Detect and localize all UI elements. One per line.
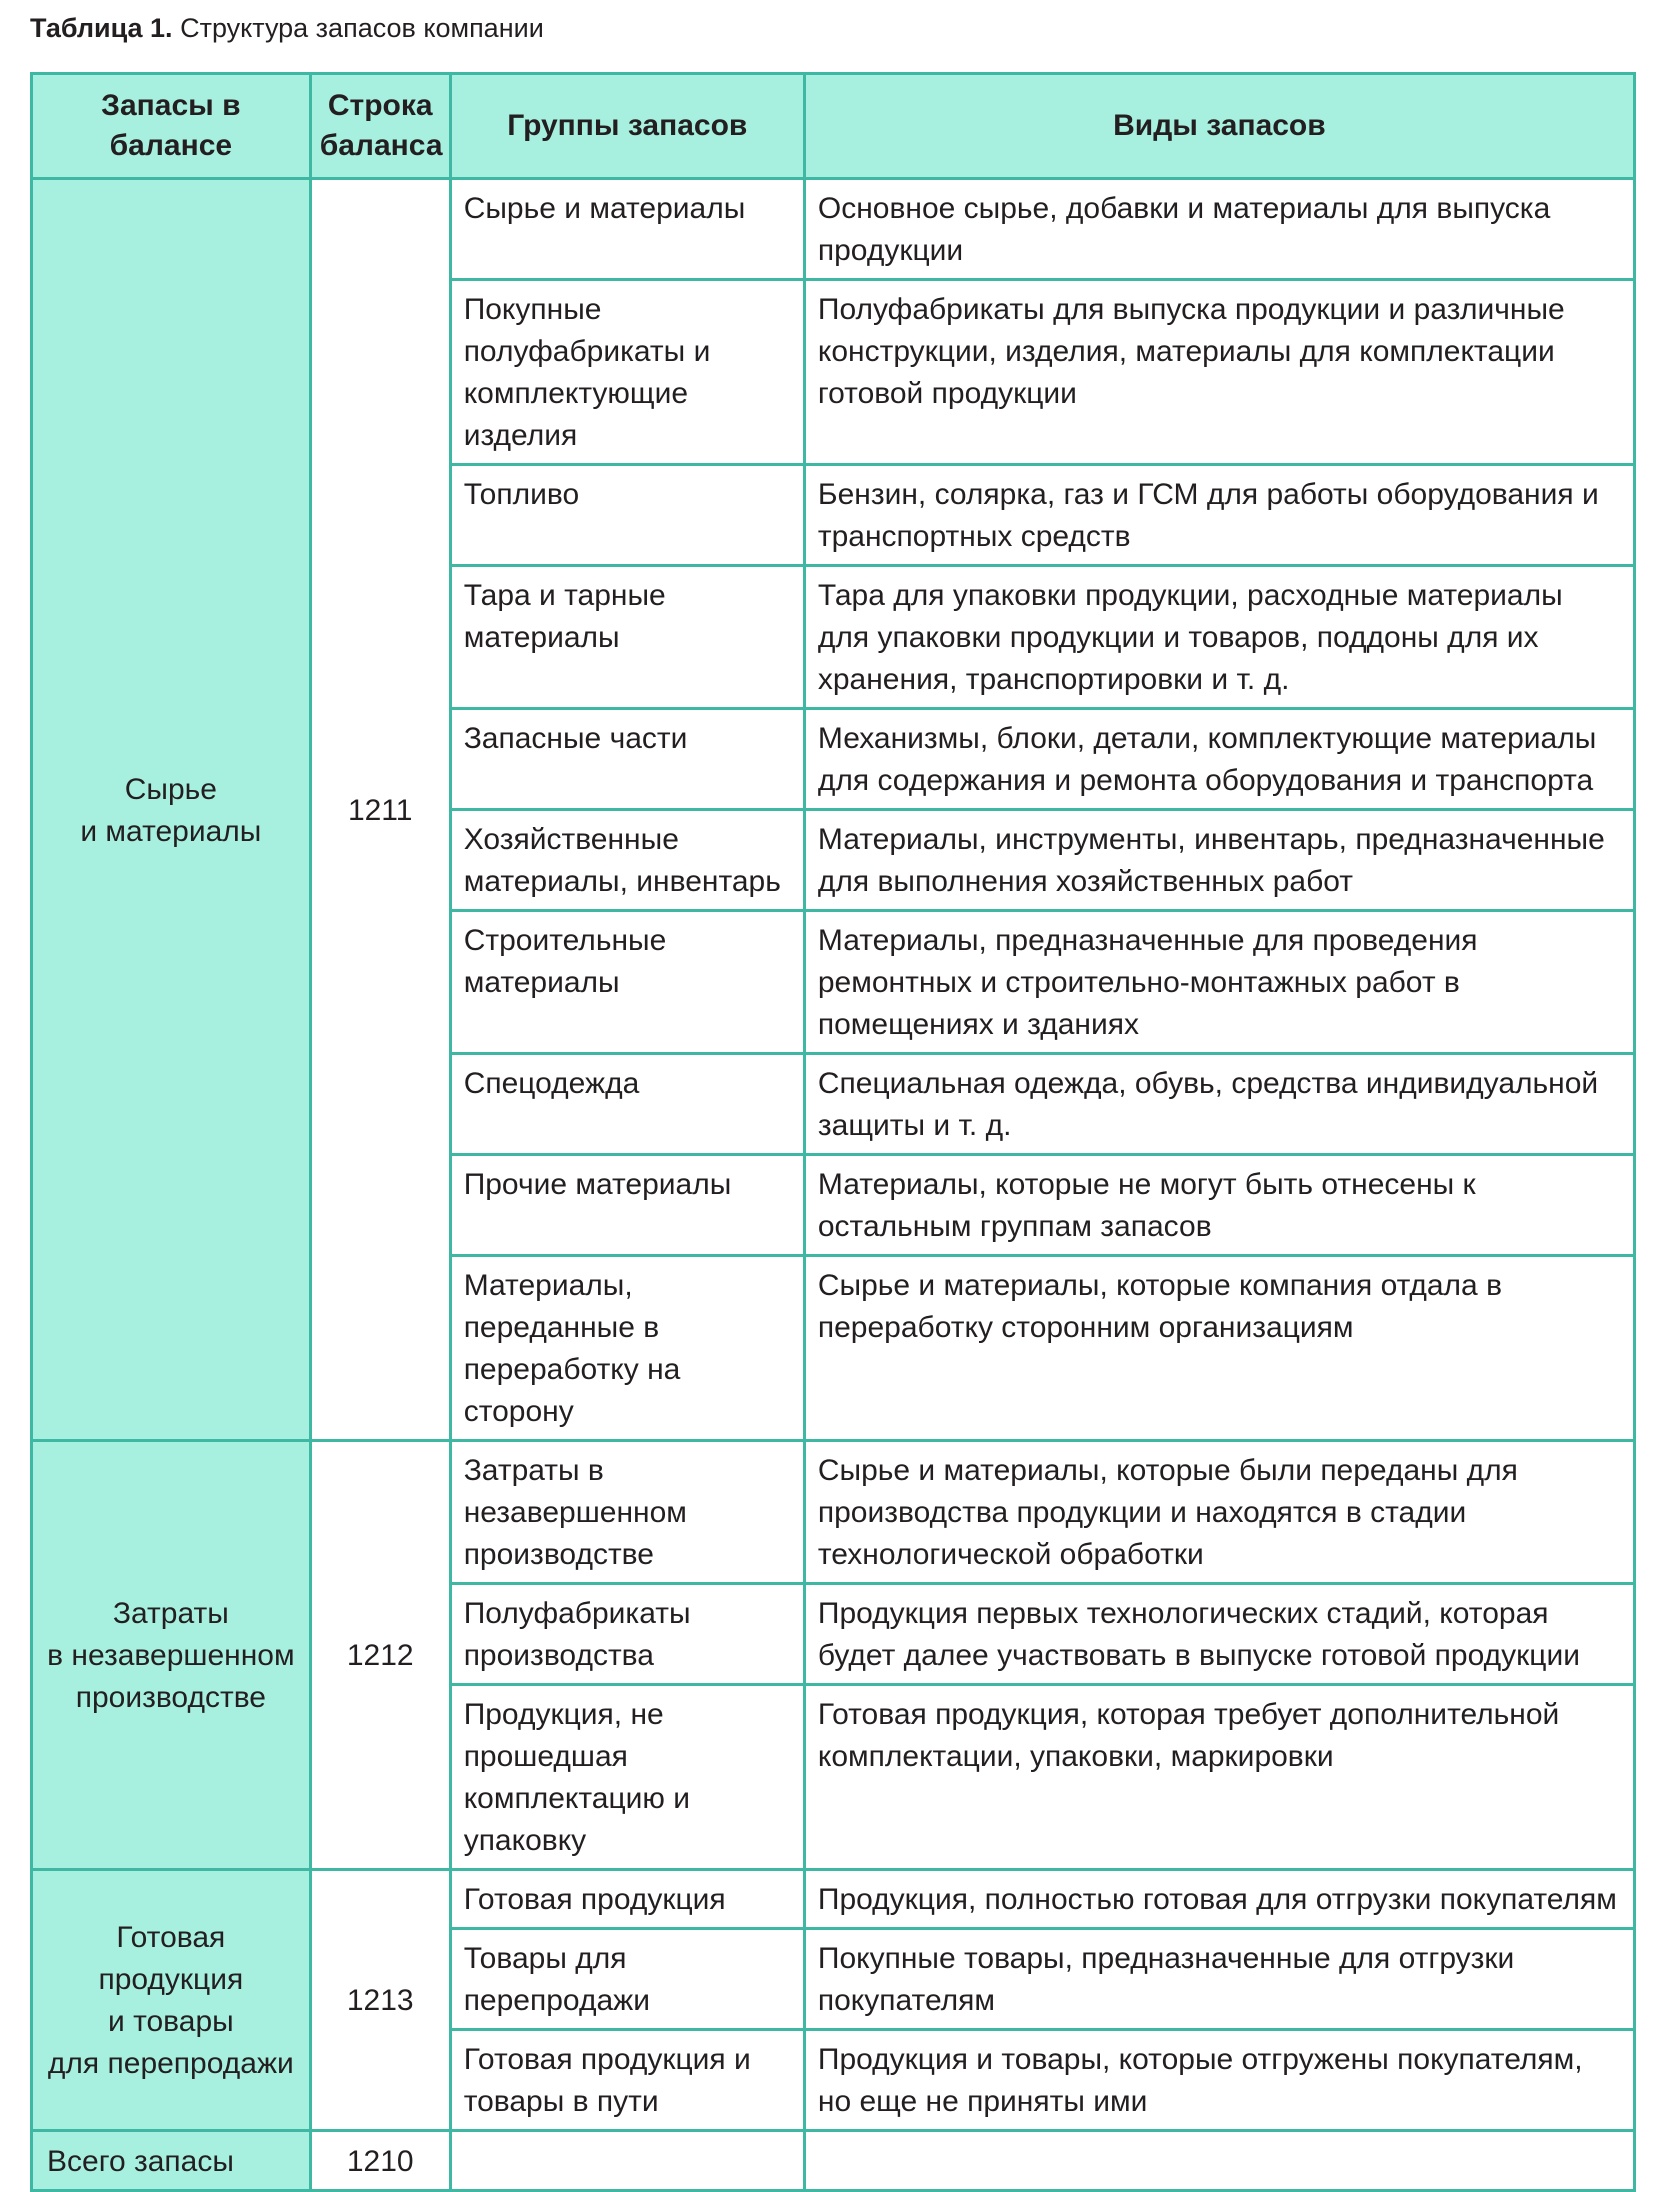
group-cell: Товары для перепродажи [450, 1929, 804, 2030]
balance-code-cell: 1213 [310, 1870, 450, 2131]
group-cell: Покупные полуфабрикаты и комплектующие изделия [450, 280, 804, 465]
group-cell: Хозяйственные материалы, инвентарь [450, 810, 804, 911]
kind-cell: Механизмы, блоки, детали, комплектующие материалы для содержания и ремонта оборудования и транспорта [804, 709, 1634, 810]
table-body [32, 179, 1635, 2191]
group-cell: Готовая продукция [450, 1870, 804, 1929]
header-balance-line: Строка баланса [310, 74, 450, 179]
table-caption [30, 10, 544, 46]
kind-cell: Материалы, предназначенные для проведения ремонтных и строительно-монтажных работ в помещениях и зданиях [804, 911, 1634, 1054]
kind-cell: Основное сырье, добавки и материалы для выпуска продукции [804, 179, 1634, 280]
header-balance-item: Запасы в балансе [32, 74, 311, 179]
kind-cell: Материалы, инструменты, инвентарь, предназначенные для выполнения хозяйственных работ [804, 810, 1634, 911]
group-cell: Прочие материалы [450, 1155, 804, 1256]
header-group: Группы запасов [450, 74, 804, 179]
group-cell: Тара и тарные материалы [450, 566, 804, 709]
category-cell: Сырье и материалы [32, 179, 311, 1441]
group-cell: Топливо [450, 465, 804, 566]
group-cell: Материалы, переданные в переработку на сторону [450, 1256, 804, 1441]
kind-cell: Сырье и материалы, которые были переданы для производства продукции и находятся в стадии технологической обработки [804, 1441, 1634, 1584]
table-row [32, 1441, 1635, 1584]
table-row [32, 1870, 1635, 1929]
group-cell: Спецодежда [450, 1054, 804, 1155]
kind-cell: Специальная одежда, обувь, средства индивидуальной защиты и т. д. [804, 1054, 1634, 1155]
balance-code-cell: 1211 [310, 179, 450, 1441]
group-cell: Продукция, не прошедшая комплектацию и упаковку [450, 1685, 804, 1870]
kind-cell: Сырье и материалы, которые компания отдала в переработку сторонним организациям [804, 1256, 1634, 1441]
group-cell: Затраты в незавершенном производстве [450, 1441, 804, 1584]
total-group-empty-cell [450, 2131, 804, 2191]
total-label-cell: Всего запасы [32, 2131, 311, 2191]
caption-number: Таблица 1. [30, 13, 173, 43]
total-kind-empty-cell [804, 2131, 1634, 2191]
kind-cell: Продукция и товары, которые отгружены покупателям, но еще не приняты ими [804, 2030, 1634, 2131]
group-cell: Полуфабрикаты производства [450, 1584, 804, 1685]
kind-cell: Материалы, которые не могут быть отнесены к остальным группам запасов [804, 1155, 1634, 1256]
kind-cell: Покупные товары, предназначенные для отгрузки покупателям [804, 1929, 1634, 2030]
group-cell: Строительные материалы [450, 911, 804, 1054]
kind-cell: Бензин, солярка, газ и ГСМ для работы оборудования и транспортных средств [804, 465, 1634, 566]
category-cell: Готовая продукция и товары для перепродажи [32, 1870, 311, 2131]
category-cell: Затраты в незавершенном производстве [32, 1441, 311, 1870]
header-kind: Виды запасов [804, 74, 1634, 179]
table-row [32, 179, 1635, 280]
group-cell: Запасные части [450, 709, 804, 810]
inventory-structure-table [30, 72, 1636, 2192]
total-code-cell: 1210 [310, 2131, 450, 2191]
group-cell: Сырье и материалы [450, 179, 804, 280]
kind-cell: Продукция, полностью готовая для отгрузки покупателям [804, 1870, 1634, 1929]
kind-cell: Полуфабрикаты для выпуска продукции и различные конструкции, изделия, материалы для комплектации готовой продукции [804, 280, 1634, 465]
balance-code-cell: 1212 [310, 1441, 450, 1870]
group-cell: Готовая продукция и товары в пути [450, 2030, 804, 2131]
kind-cell: Тара для упаковки продукции, расходные материалы для упаковки продукции и товаров, поддоны для их хранения, транспортировки и т. д. [804, 566, 1634, 709]
total-row [32, 2131, 1635, 2191]
caption-title: Структура запасов компании [180, 13, 544, 43]
kind-cell: Продукция первых технологических стадий, которая будет далее участвовать в выпуске готовой продукции [804, 1584, 1634, 1685]
kind-cell: Готовая продукция, которая требует дополнительной комплектации, упаковки, маркировки [804, 1685, 1634, 1870]
header-row [32, 74, 1635, 179]
